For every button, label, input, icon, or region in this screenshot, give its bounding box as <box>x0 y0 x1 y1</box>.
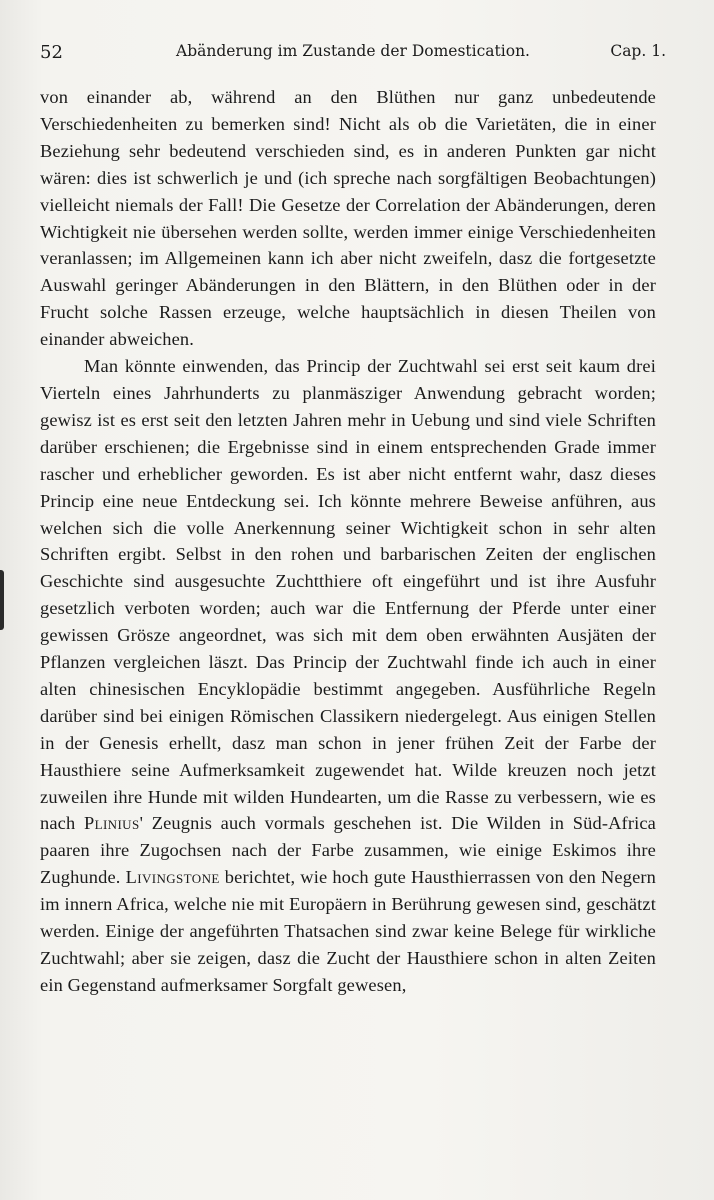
paragraph-1: von einander ab, während an den Blüthen nur ganz unbedeutende Verschiedenheiten zu bemerken sind! Nicht als ob die Varietäten, die in einer Beziehung sehr bedeutend verschieden sind, es in anderen Punkten gar nicht wären: dies ist schwerlich je und (ich spreche nach sorgfältigen Beobachtungen) vielleicht niemals der Fall! Die Gesetze der Correlation der Abänderungen, deren Wichtigkeit nie übersehen werden sollte, werden immer einige Verschiedenheiten veranlassen; im Allgemeinen kann ich aber nicht zweifeln, dasz die fortgesetzte Auswahl geringer Abänderungen in den Blättern, in den Blüthen oder in der Frucht solche Rassen erzeuge, welche hauptsächlich in diesen Theilen von einander abweichen. <box>40 87 656 350</box>
page-edge-shadow <box>0 570 4 630</box>
running-title: Abänderung im Zustande der Domestication. <box>176 42 530 60</box>
paragraph-2-text-b: ' Zeugnis auch vormals geschehen ist. Die Wilden in Süd-Africa paaren ihre Zugochsen nach der Farbe zusammen, wie einige Eskimos ihre Zughunde. <box>40 813 656 888</box>
body-text <box>40 84 656 999</box>
name-plinius: Plinius <box>83 813 140 834</box>
name-livingstone: Livingstone <box>125 867 220 888</box>
chapter-label: Cap. 1. <box>610 42 666 60</box>
paragraph-2-text-a: Man könnte einwenden, das Princip der Zuchtwahl sei erst seit kaum drei Vierteln eines Jahrhunderts zu planmäsziger Anwendung gebracht worden; gewisz ist es erst seit den letzten Jahren mehr in Uebung und sind viele Schriften darüber erschienen; die Ergebnisse sind in einem entsprechenden Grade immer rascher und erheblicher geworden. Es ist aber nicht entfernt wahr, dasz dieses Princip eine neue Entdeckung sei. Ich könnte mehrere Beweise anführen, aus welchen sich die volle Anerkennung seiner Wichtigkeit schon in sehr alten Schriften ergibt. Selbst in den rohen und barbarischen Zeiten der englischen Geschichte sind ausgesuchte Zuchtthiere oft eingeführt und ist ihre Ausfuhr gesetzlich verboten worden; auch war die Entfernung der Pferde unter einer gewissen Grösze angeordnet, was sich mit dem oben erwähnten Ausjäten der Pflanzen vergleichen läszt. Das Princip der Zuchtwahl finde ich auch in einer alten chinesischen Encyklopädie bestimmt angegeben. Ausführliche Regeln darüber sind bei einigen Römischen Classikern niedergelegt. Aus einigen Stellen in der Genesis erhellt, dasz man schon in jener frühen Zeit der Farbe der Hausthiere seine Aufmerksamkeit zugewendet hat. Wilde kreuzen noch jetzt zuweilen ihre Hunde mit wilden Hundearten, um die Rasse zu verbessern, wie es nach <box>40 356 656 834</box>
page-number: 52 <box>40 42 63 63</box>
paragraph-2-text-c: berichtet, wie hoch gute Hausthierrassen von den Negern im innern Africa, welche nie mit Europäern in Berührung gewesen sind, geschätzt werden. Einige der angeführten Thatsachen sind zwar keine Belege für wirkliche Zuchtwahl; aber sie zeigen, dasz die Zucht der Hausthiere schon in alten Zeiten ein Gegenstand aufmerksamer Sorgfalt gewesen, <box>40 867 656 995</box>
paragraph-2 <box>40 353 656 999</box>
page-header <box>40 42 666 68</box>
